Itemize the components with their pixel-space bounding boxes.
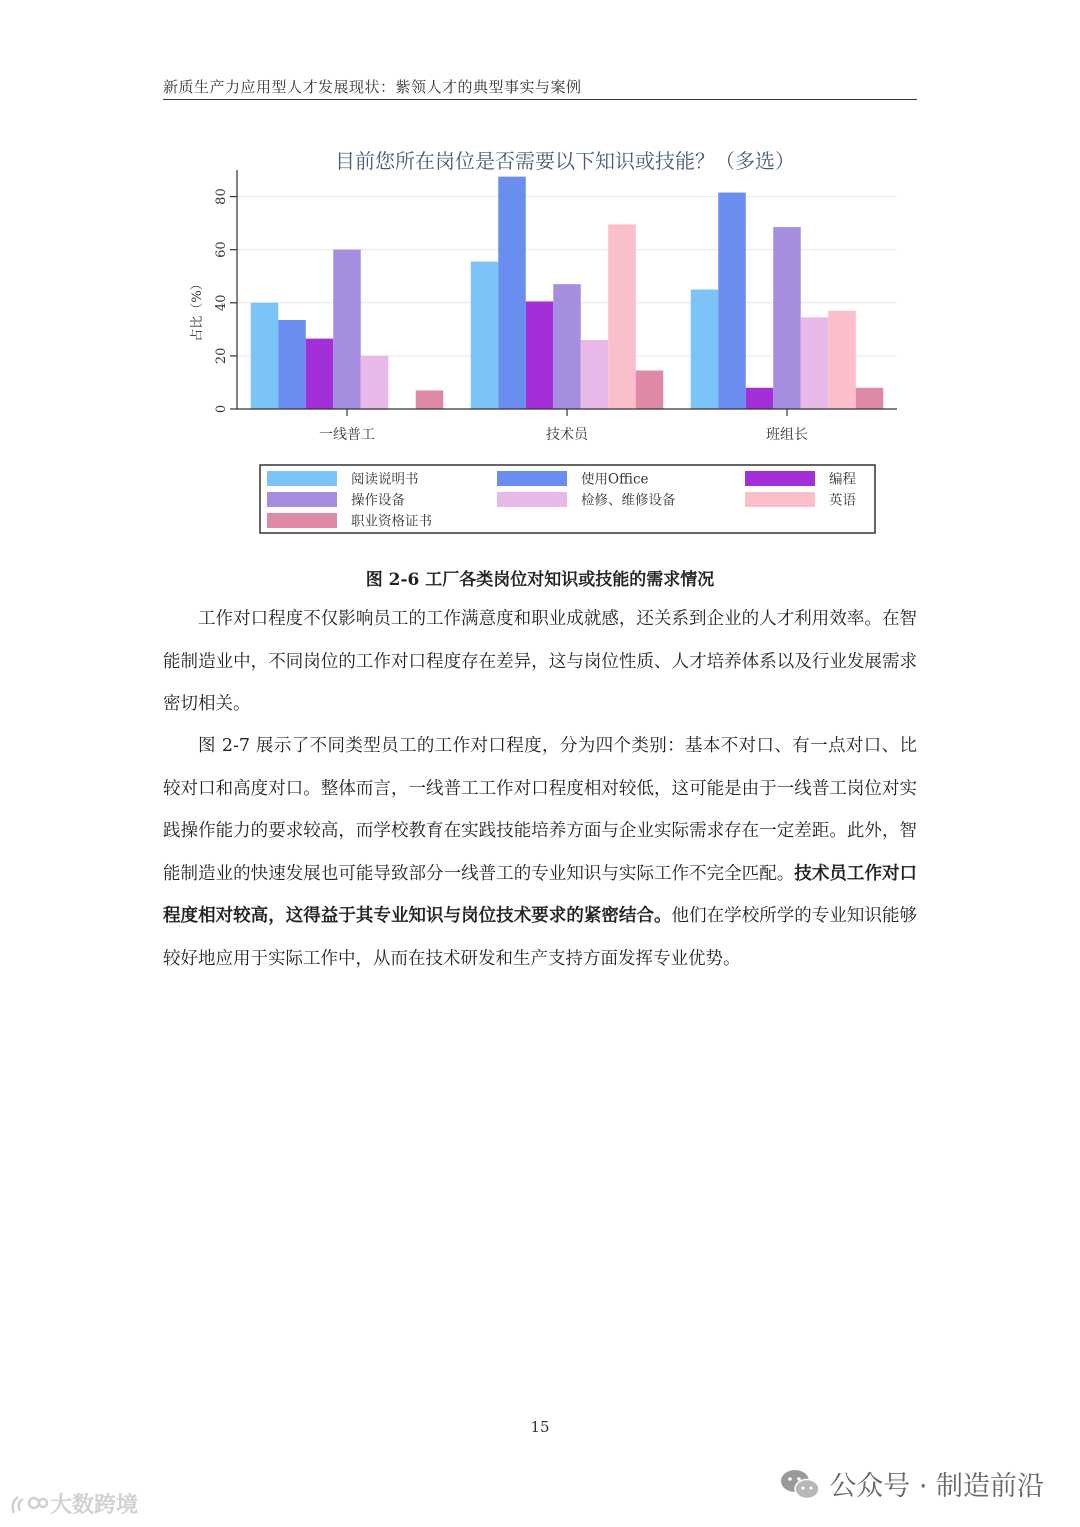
- y-ticks: [214, 188, 237, 413]
- paragraph-2: [163, 725, 917, 980]
- wechat-icon: [779, 1467, 821, 1501]
- bar: [306, 339, 334, 409]
- brand-logo-icon: [8, 1491, 48, 1517]
- watermark-right-text: 公众号 · 制造前沿: [829, 1471, 1044, 1502]
- y-tick-label: 60: [214, 241, 229, 258]
- legend-swatch: [745, 492, 815, 507]
- legend-swatch: [267, 492, 337, 507]
- bar: [718, 193, 746, 409]
- bar: [801, 317, 829, 409]
- legend-swatch: [267, 513, 337, 528]
- bars: [251, 177, 884, 409]
- watermark-right: [779, 1464, 1044, 1503]
- watermark-left-text: 大数跨境: [50, 1493, 139, 1518]
- legend-swatch: [497, 492, 567, 507]
- bar: [333, 250, 361, 409]
- watermark-left: [8, 1488, 138, 1519]
- bar: [691, 290, 719, 410]
- bar: [278, 320, 306, 409]
- x-tick-label: 技术员: [546, 427, 588, 443]
- legend-label: 使用Office: [581, 471, 649, 488]
- bar: [581, 340, 609, 409]
- y-axis-label: 占比（%）: [190, 277, 205, 342]
- running-header: 新质生产力应用型人才发展现状：紫领人才的典型事实与案例: [163, 78, 582, 96]
- paragraph-2-part-c: 他们在学校所学的专业知识能够较好地应用于实际工作中，从而在技术研发和生产支持方面发挥专业优势。: [163, 906, 918, 969]
- legend-label: 阅读说明书: [351, 471, 419, 488]
- legend-swatch: [497, 471, 567, 486]
- figure-caption: 图 2-6 工厂各类岗位对知识或技能的需求情况: [365, 570, 715, 590]
- bar: [828, 311, 856, 409]
- y-tick-label: 20: [214, 347, 229, 365]
- bar: [856, 388, 884, 409]
- paragraph-1: 工作对口程度不仅影响员工的工作满意度和职业成就感，还关系到企业的人才利用效率。在智能制造业中，不同岗位的工作对口程度存在差异，这与岗位性质、人才培养体系以及行业发展需求密切相关。: [163, 609, 917, 714]
- x-tick-label: 一线普工: [319, 427, 375, 443]
- bar-chart-svg: [175, 138, 905, 538]
- y-tick-label: 80: [214, 188, 229, 205]
- legend-label: 职业资格证书: [351, 513, 432, 530]
- bar: [608, 224, 636, 409]
- legend-label: 英语: [829, 492, 856, 509]
- page-number: 15: [530, 1418, 550, 1436]
- x-ticks: [319, 409, 808, 443]
- header-rule: [163, 99, 917, 100]
- legend-label: 操作设备: [351, 492, 405, 509]
- bar: [773, 227, 801, 409]
- bar-chart: [175, 138, 905, 538]
- bar: [746, 388, 774, 409]
- y-tick-label: 0: [214, 404, 229, 414]
- bar: [416, 390, 444, 409]
- paragraph-2-part-a: 图 2-7 展示了不同类型员工的工作对口程度，分为四个类别：基本不对口、有一点对口、比较对口和高度对口。整体而言，一线普工工作对口程度相对较低，这可能是由于一线普工岗位对实践操作能力的要求较高，而学校教育在实践技能培养方面与企业实际需求存在一定差距。此外，智能制造业的快速发展也可能导致部分一线普工的专业知识与实际工作不完全匹配。: [163, 736, 917, 884]
- paragraph-2-bold-sentence: 技术员工作对口程度相对较高，这得益于其专业知识与岗位技术要求的紧密结合。: [163, 863, 918, 926]
- bar: [498, 177, 526, 409]
- legend-swatch: [745, 471, 815, 486]
- bar: [636, 370, 664, 409]
- chart-title: 目前您所在岗位是否需要以下知识或技能？（多选）: [335, 149, 795, 173]
- legend-label: 检修、维修设备: [581, 492, 676, 509]
- x-tick-label: 班组长: [766, 427, 808, 443]
- bar: [526, 301, 554, 409]
- legend-swatch: [267, 471, 337, 486]
- y-tick-label: 40: [214, 294, 229, 312]
- bar: [361, 356, 389, 409]
- bar: [471, 262, 499, 409]
- bar: [553, 284, 581, 409]
- legend-label: 编程: [829, 471, 856, 488]
- bar: [251, 303, 279, 409]
